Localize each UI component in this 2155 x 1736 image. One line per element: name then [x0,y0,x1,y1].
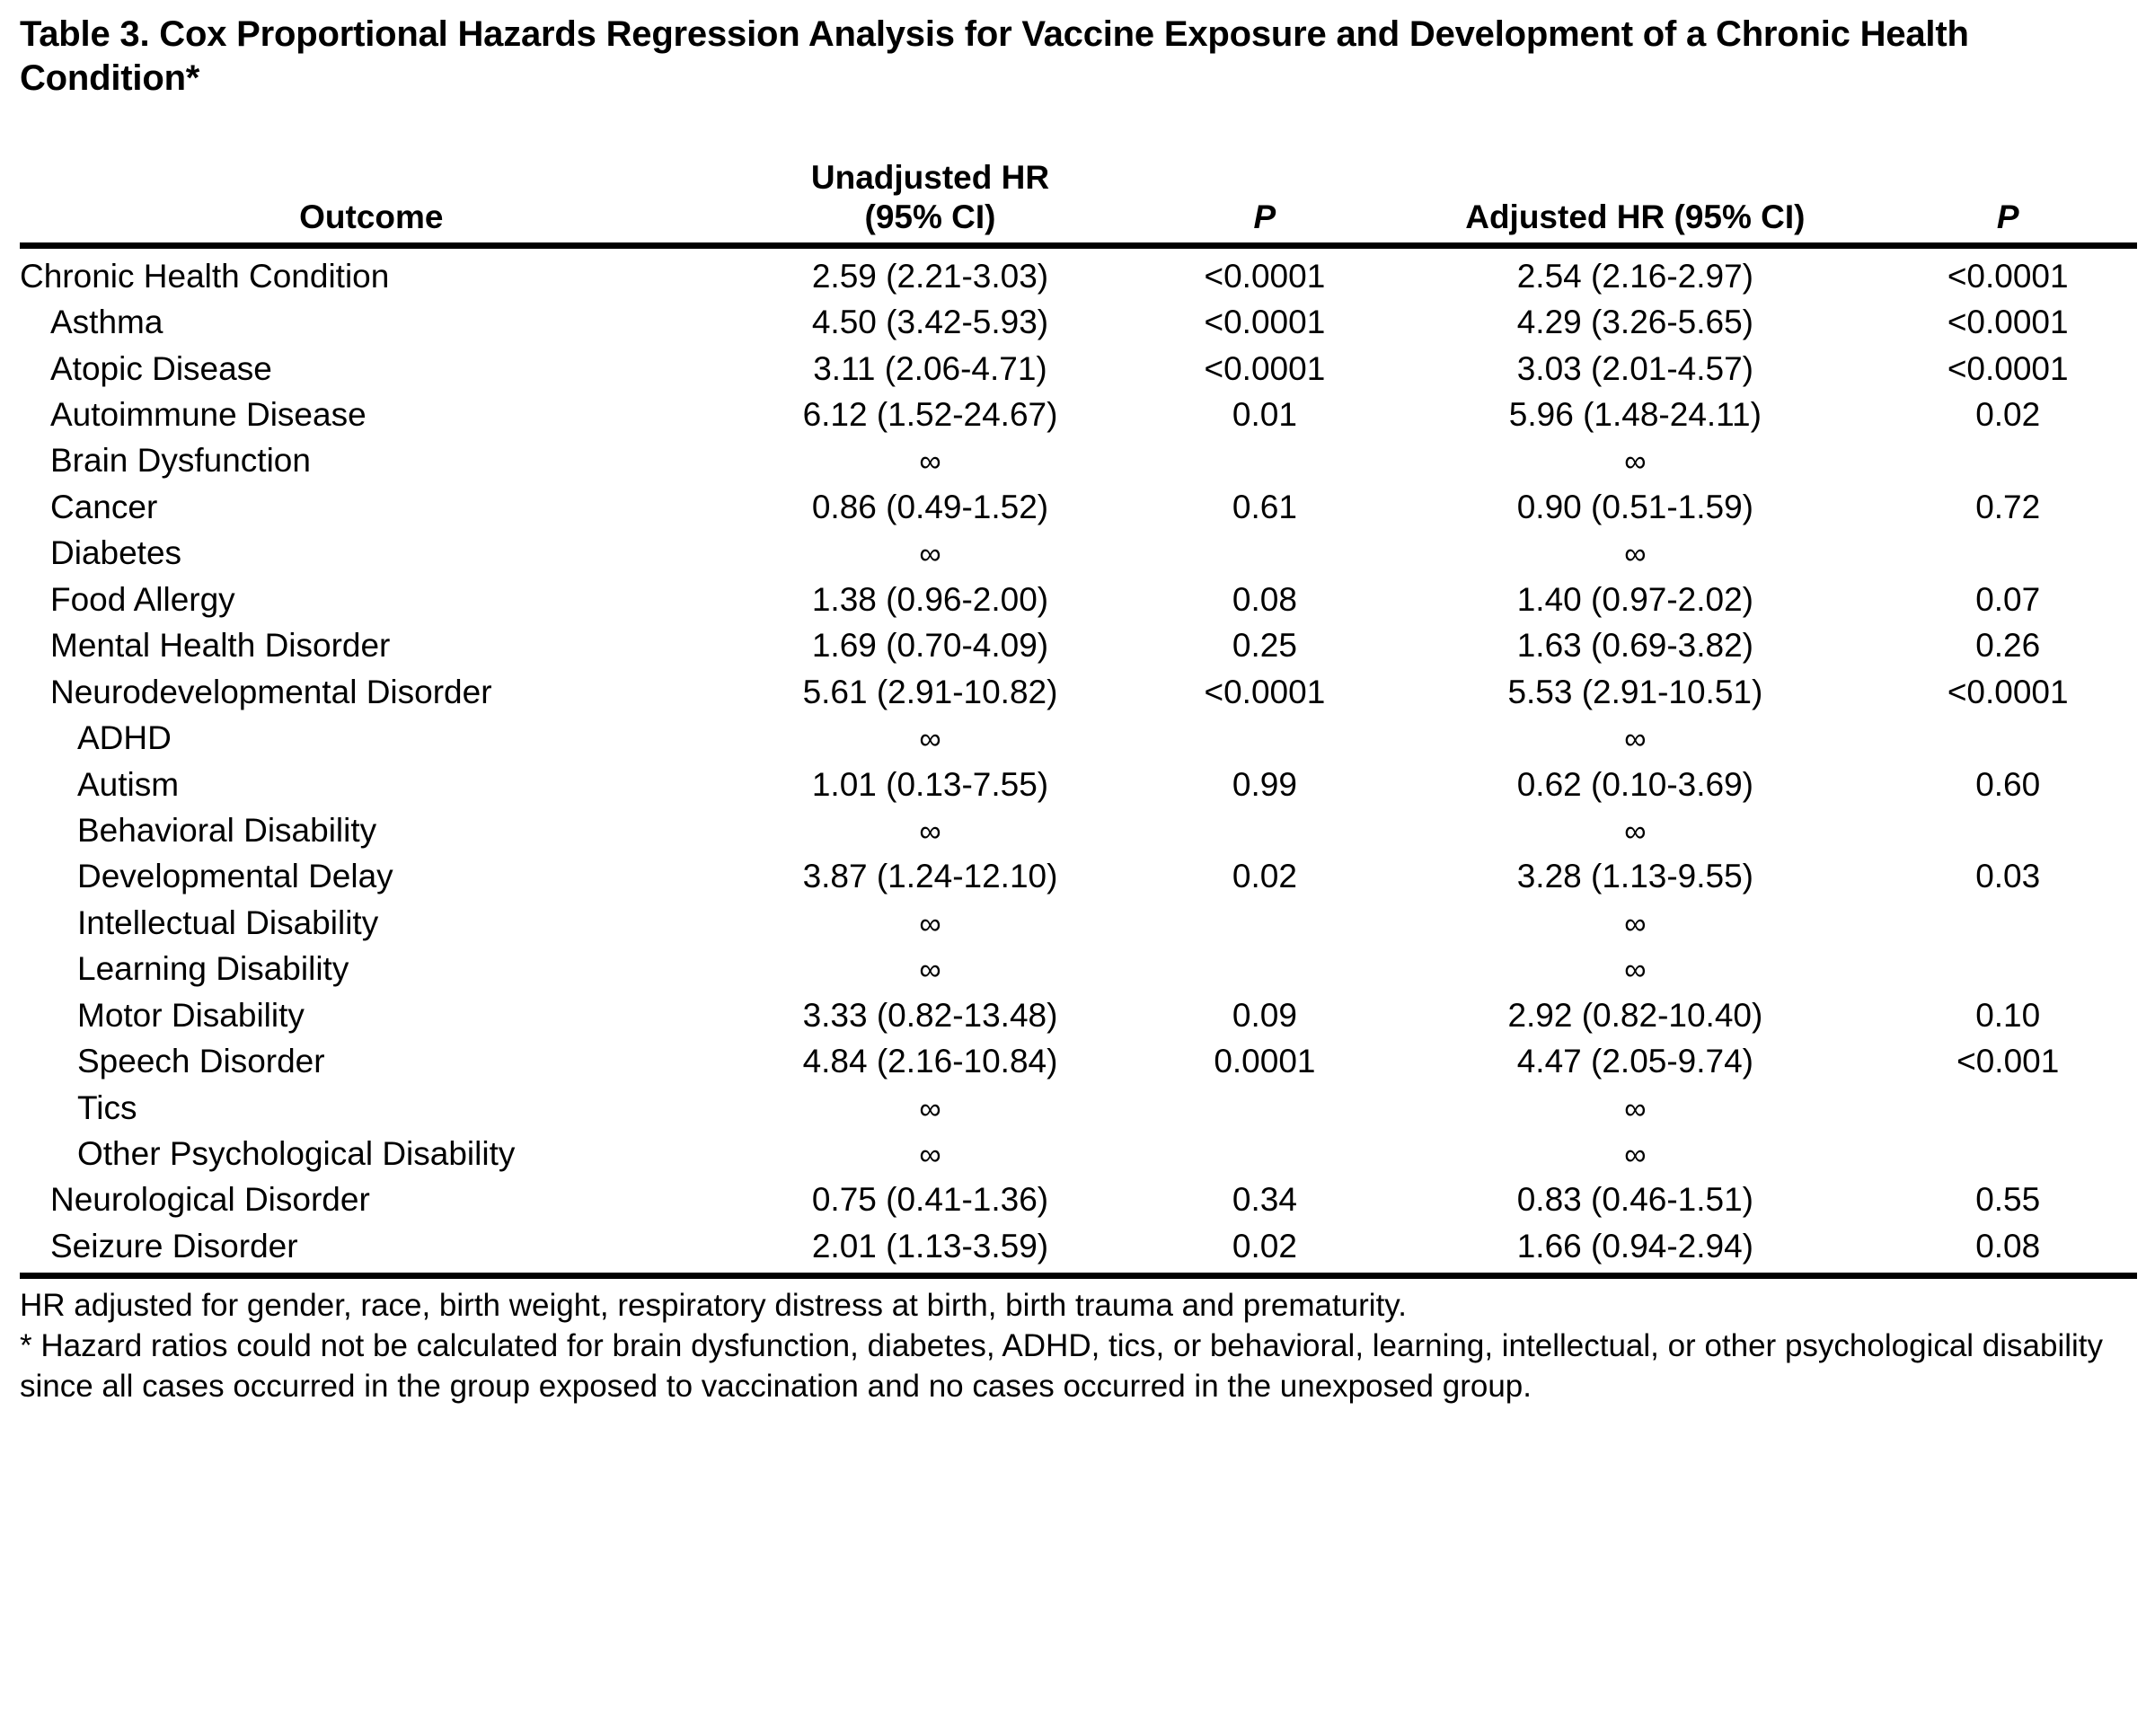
cell-outcome: Autism [77,765,180,803]
cell-outcome: Autoimmune Disease [50,396,367,433]
cell-p-unadjusted: <0.0001 [1204,673,1326,710]
cell-adjusted-hr: 3.03 (2.01-4.57) [1516,349,1754,387]
column-header-p-unadjusted-label: P [1253,198,1276,236]
cell-outcome: Tics [77,1088,137,1126]
cell-p-unadjusted: 0.25 [1232,627,1297,665]
cell-p-unadjusted: 0.61 [1232,488,1297,525]
cell-outcome: Brain Dysfunction [50,442,311,480]
table-row [20,853,2137,899]
cell-outcome: Behavioral Disability [77,811,377,849]
cell-p-adjusted [1878,946,2137,991]
cell-unadjusted-hr: 3.33 (0.82-13.48) [802,996,1058,1034]
cell-adjusted-hr: ∞ [1624,537,1647,572]
cell-outcome: Intellectual Disability [77,903,379,941]
cell-outcome: Other Psychological Disability [77,1135,516,1172]
table-row [20,669,2137,715]
cell-p-adjusted: <0.0001 [1947,257,2069,295]
cell-p-unadjusted: 0.02 [1137,1223,1391,1276]
cell-p-unadjusted: 0.08 [1232,580,1297,618]
cell-p-adjusted: <0.0001 [1947,304,2069,341]
cell-unadjusted-hr: ∞ [919,1138,941,1172]
cell-p-unadjusted: <0.0001 [1204,304,1326,341]
table-row [20,577,2137,622]
cell-unadjusted-hr: 1.69 (0.70-4.09) [811,627,1049,665]
cell-unadjusted-hr: 0.75 (0.41-1.36) [811,1181,1049,1219]
table-row [20,622,2137,668]
cell-p-adjusted [1878,530,2137,576]
cell-adjusted-hr: ∞ [1624,953,1647,988]
cell-adjusted-hr: 2.54 (2.16-2.97) [1516,257,1754,295]
cell-p-unadjusted: <0.0001 [1204,349,1326,387]
footnote-adjustment: HR adjusted for gender, race, birth weight, respiratory distress at birth, birth trauma and prematurity. [20,1288,1407,1324]
cell-p-adjusted [1878,1131,2137,1176]
table-row [20,346,2137,392]
column-header-p-adjusted-label: P [1996,198,2019,236]
cell-p-unadjusted: 0.09 [1232,996,1297,1034]
cell-adjusted-hr: 1.40 (0.97-2.02) [1516,580,1754,618]
cell-p-unadjusted [1137,715,1391,761]
cell-p-adjusted: <0.0001 [1947,673,2069,710]
cell-p-adjusted [1878,437,2137,483]
cell-unadjusted-hr: 1.01 (0.13-7.55) [811,765,1049,803]
cell-outcome: Asthma [50,304,163,341]
column-header-p-unadjusted [1137,158,1391,245]
cell-adjusted-hr: ∞ [1624,445,1647,480]
cell-p-unadjusted: 0.01 [1232,396,1297,433]
cell-p-adjusted: <0.0001 [1947,349,2069,387]
table-row [20,1223,2137,1276]
cell-adjusted-hr: ∞ [1624,814,1647,849]
table-body [20,245,2137,1276]
table-row [20,1038,2137,1084]
cell-unadjusted-hr: ∞ [919,953,941,988]
table-row [20,437,2137,483]
cell-outcome: Diabetes [50,534,182,572]
column-header-outcome-label: Outcome [299,198,444,236]
cell-outcome: Speech Disorder [77,1043,325,1080]
cell-p-adjusted: 0.72 [1975,488,2041,525]
cell-unadjusted-hr: ∞ [919,1091,941,1126]
cell-unadjusted-hr: 3.87 (1.24-12.10) [802,858,1058,895]
cell-p-adjusted: 0.60 [1975,765,2041,803]
cell-outcome: Cancer [50,488,158,525]
cox-regression-table [20,158,2137,1279]
cell-unadjusted-hr: 4.84 (2.16-10.84) [802,1043,1058,1080]
cell-adjusted-hr: ∞ [1624,1091,1647,1126]
cell-p-adjusted: 0.55 [1975,1181,2041,1219]
table-header [20,158,2137,245]
cell-unadjusted-hr: 2.59 (2.21-3.03) [811,257,1049,295]
cell-adjusted-hr: 3.28 (1.13-9.55) [1516,858,1754,895]
table-row [20,245,2137,299]
cell-p-unadjusted [1137,1085,1391,1131]
cell-outcome: Motor Disability [77,996,305,1034]
cell-adjusted-hr: 4.47 (2.05-9.74) [1516,1043,1754,1080]
table-row [20,530,2137,576]
cell-adjusted-hr: ∞ [1624,1138,1647,1172]
cell-outcome: Neurodevelopmental Disorder [50,673,492,710]
cell-unadjusted-hr: ∞ [919,722,941,757]
cell-unadjusted-hr: 0.86 (0.49-1.52) [811,488,1049,525]
column-header-adjusted-hr [1391,158,1878,245]
column-header-unadjusted-line2: (95% CI) [864,198,996,236]
cell-p-adjusted: 0.10 [1975,996,2041,1034]
cell-unadjusted-hr: 5.61 (2.91-10.82) [802,673,1058,710]
table-row [20,992,2137,1038]
cell-outcome: Learning Disability [77,950,349,988]
column-header-unadjusted-hr [723,158,1138,245]
cell-adjusted-hr: 0.83 (0.46-1.51) [1516,1181,1754,1219]
cell-adjusted-hr: 1.66 (0.94-2.94) [1391,1223,1878,1276]
table-row [20,715,2137,761]
table-row [20,900,2137,946]
table-row [20,484,2137,530]
cell-unadjusted-hr: 4.50 (3.42-5.93) [811,304,1049,341]
cell-outcome: Atopic Disease [50,349,272,387]
cell-adjusted-hr: 5.96 (1.48-24.11) [1508,396,1762,433]
cell-adjusted-hr: ∞ [1624,906,1647,941]
cell-p-unadjusted [1137,946,1391,991]
cell-adjusted-hr: ∞ [1624,722,1647,757]
cell-unadjusted-hr: 1.38 (0.96-2.00) [811,580,1049,618]
cell-p-adjusted: 0.26 [1975,627,2041,665]
cell-p-unadjusted: 0.34 [1232,1181,1297,1219]
cell-outcome: Food Allergy [50,580,235,618]
column-header-adjusted-label: Adjusted HR (95% CI) [1465,198,1806,236]
table-row [20,299,2137,345]
cell-p-unadjusted [1137,530,1391,576]
cell-p-adjusted: 0.02 [1975,396,2041,433]
cell-unadjusted-hr: ∞ [919,906,941,941]
column-header-p-adjusted [1878,158,2137,245]
cell-p-adjusted [1878,900,2137,946]
cell-outcome: Chronic Health Condition [20,257,390,295]
cell-outcome: Seizure Disorder [20,1223,723,1276]
cell-p-adjusted [1878,1085,2137,1131]
cell-p-adjusted [1878,715,2137,761]
cell-p-adjusted: 0.08 [1878,1223,2137,1276]
cell-unadjusted-hr: ∞ [919,445,941,480]
cell-p-adjusted: 0.03 [1975,858,2041,895]
cell-adjusted-hr: 5.53 (2.91-10.51) [1507,673,1763,710]
table-row [20,1085,2137,1131]
cell-p-adjusted: 0.07 [1975,580,2041,618]
column-header-unadjusted-line1: Unadjusted HR [810,159,1050,197]
table-row [20,807,2137,853]
table-row [20,392,2137,437]
table-row [20,762,2137,807]
table-row [20,1131,2137,1176]
cell-p-unadjusted [1137,437,1391,483]
cell-unadjusted-hr: ∞ [919,537,941,572]
cell-p-unadjusted: 0.0001 [1214,1043,1316,1080]
cell-p-unadjusted [1137,900,1391,946]
cell-p-unadjusted: 0.02 [1232,858,1297,895]
cell-unadjusted-hr: 2.01 (1.13-3.59) [723,1223,1138,1276]
cell-adjusted-hr: 0.90 (0.51-1.59) [1516,488,1754,525]
cell-outcome: Developmental Delay [77,858,393,895]
cell-unadjusted-hr: 3.11 (2.06-4.71) [813,349,1047,387]
cell-unadjusted-hr: ∞ [919,814,941,849]
cell-outcome: ADHD [77,719,172,757]
cell-adjusted-hr: 2.92 (0.82-10.40) [1507,996,1763,1034]
cell-adjusted-hr: 0.62 (0.10-3.69) [1516,765,1754,803]
footnote-asterisk: * Hazard ratios could not be calculated for brain dysfunction, diabetes, ADHD, tics, or behavioral, learning, intellectual, or other psychological disability since all cases occurred in the group exposed to vaccination and no cases occurred in the unexposed group. [20,1328,2104,1404]
cell-unadjusted-hr: 6.12 (1.52-24.67) [802,396,1058,433]
column-header-outcome [20,158,723,245]
cell-adjusted-hr: 1.63 (0.69-3.82) [1516,627,1754,665]
table-footnotes [20,1286,2113,1406]
cell-p-adjusted: <0.001 [1956,1043,2060,1080]
cell-outcome: Neurological Disorder [50,1181,370,1219]
cell-p-adjusted [1878,807,2137,853]
cell-p-unadjusted [1137,807,1391,853]
table-row [20,1176,2137,1222]
cell-p-unadjusted [1137,1131,1391,1176]
cell-p-unadjusted: 0.99 [1232,765,1297,803]
cell-p-unadjusted: <0.0001 [1204,257,1326,295]
table-row [20,946,2137,991]
cell-adjusted-hr: 4.29 (3.26-5.65) [1516,304,1754,341]
cell-outcome: Mental Health Disorder [50,627,391,665]
table-title: Table 3. Cox Proportional Hazards Regression Analysis for Vaccine Exposure and Development of a Chronic Health Condition* [20,14,1969,99]
